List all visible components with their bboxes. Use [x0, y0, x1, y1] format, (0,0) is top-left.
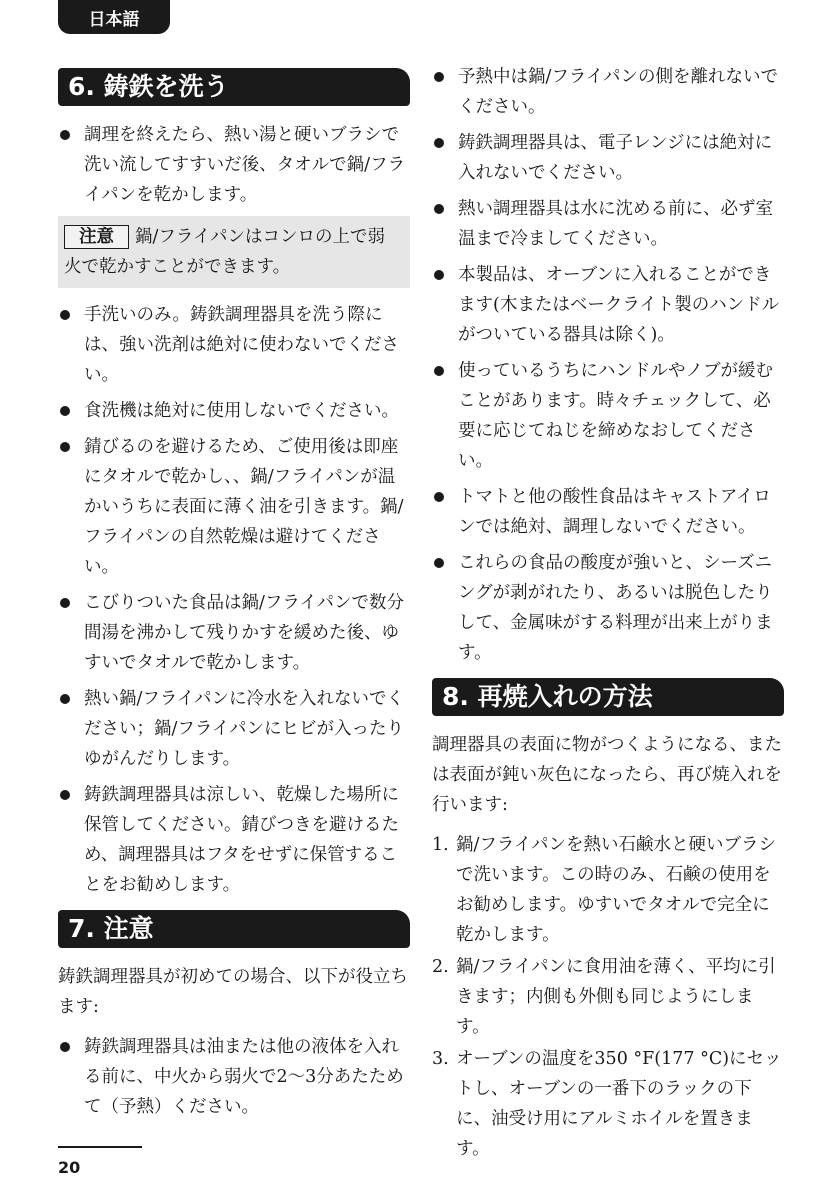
step-number: 3.: [432, 1049, 449, 1069]
note-label: 注意: [64, 225, 129, 249]
list-item: 鋳鉄調理器具は、電子レンジには絶対に入れないでください。: [432, 128, 784, 188]
step-text: 鍋/フライパンを熱い石鹸水と硬いブラシで洗います。この時のみ、石鹸の使用をお勧めします。ゆすいでタオルで完全に乾かします。: [456, 835, 777, 945]
list-item: 食洗機は絶対に使用しないでください。: [58, 396, 410, 426]
note-box: [58, 216, 410, 288]
list-item: 錆びるのを避けるため、ご使用後は即座にタオルで乾かし、、鍋/フライパンが温かいうちに表面に薄く油を引きます。鍋/フライパンの自然乾燥は避けてください。: [58, 432, 410, 582]
step-number: 1.: [432, 835, 449, 855]
step-item: [432, 830, 784, 950]
section-8-intro: 調理器具の表面に物がつくようになる、または表面が鈍い灰色になったら、再び焼入れを行います:: [432, 735, 782, 815]
language-tab: 日本語: [58, 0, 170, 34]
step-item: [432, 1044, 784, 1164]
step-text: 鍋/フライパンに食用油を薄く、平均に引きます；内側も外側も同じようにします。: [456, 957, 776, 1037]
list-item: 鋳鉄調理器具は涼しい、乾燥した場所に保管してください。錆びつきを避けるため、調理器具はフタをせずに保管することをお勧めします。: [58, 780, 410, 900]
list-item: 予熱中は鍋/フライパンの側を離れないでください。: [432, 62, 784, 122]
list-item: 鋳鉄調理器具は油または他の液体を入れる前に、中火から弱火で2〜3分あたためて（予熱）ください。: [58, 1032, 410, 1122]
list-item: 手洗いのみ。鋳鉄調理器具を洗う際には、強い洗剤は絶対に使わないでください。: [58, 300, 410, 390]
note-text: 鍋/フライパンはコンロの上で弱火で乾かすことができます。: [64, 227, 386, 277]
list-item: 本製品は、オーブンに入れることができます(木またはベークライト製のハンドルがついている器具は除く)。: [432, 260, 784, 350]
step-number: 2.: [432, 957, 449, 977]
list-item: 熱い鍋/フライパンに冷水を入れないでください；鍋/フライパンにヒビが入ったりゆがんだりします。: [58, 684, 410, 774]
section-8-heading: 8. 再焼入れの方法: [432, 678, 784, 716]
list-item: 熱い調理器具は水に沈める前に、必ず室温まで冷ましてください。: [432, 194, 784, 254]
list-item: 使っているうちにハンドルやノブが緩むことがあります。時々チェックして、必要に応じてねじを締めなおしてください。: [432, 356, 784, 476]
section-7-heading: 7. 注意: [58, 910, 410, 948]
section-8-steps: [432, 830, 784, 1164]
section-7-list-right: [432, 62, 784, 668]
section-7-list-left: [58, 1032, 410, 1122]
list-item: トマトと他の酸性食品はキャストアイロンでは絶対、調理しないでください。: [432, 482, 784, 542]
section-7-intro: 鋳鉄調理器具が初めての場合、以下が役立ちます:: [58, 967, 408, 1017]
right-column: [432, 62, 784, 1166]
list-item: 調理を終えたら、熱い湯と硬いブラシで洗い流してすすいだ後、タオルで鍋/フライパンを乾かします。: [58, 120, 410, 210]
left-column: [58, 58, 410, 1128]
section-6-intro-list: [58, 120, 410, 210]
section-6-list: [58, 300, 410, 900]
step-item: [432, 952, 784, 1042]
list-item: こびりついた食品は鍋/フライパンで数分間湯を沸かして残りかすを緩めた後、ゆすいでタオルで乾かします。: [58, 588, 410, 678]
page-number: 20: [58, 1158, 81, 1177]
step-text: オーブンの温度を350 °F(177 °C)にセットし、オーブンの一番下のラックの下に、油受け用にアルミホイルを置きます。: [456, 1049, 782, 1159]
list-item: これらの食品の酸度が強いと、シーズニングが剥がれたり、あるいは脱色したりして、金属味がする料理が出来上がります。: [432, 548, 784, 668]
footer-rule: [58, 1146, 142, 1148]
section-6-heading: 6. 鋳鉄を洗う: [58, 68, 410, 106]
